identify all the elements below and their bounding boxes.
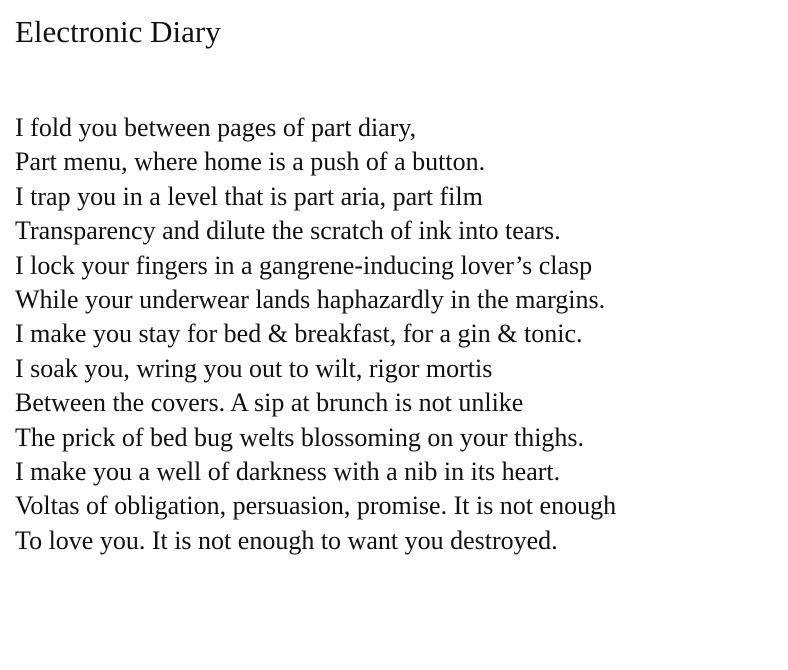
poem-line: Transparency and dilute the scratch of ink into tears.: [15, 216, 561, 246]
poem-line: Between the covers. A sip at brunch is not unlike: [15, 388, 524, 418]
poem-line: Part menu, where home is a push of a button.: [15, 147, 486, 177]
poem-title: Electronic Diary: [15, 14, 221, 49]
poem-line: To love you. It is not enough to want you destroyed.: [15, 525, 558, 555]
poem-line: The prick of bed bug welts blossoming on your thighs.: [15, 422, 585, 452]
poem-line: Voltas of obligation, persuasion, promise. It is not enough: [15, 491, 617, 521]
poem-body: [15, 111, 616, 558]
poem-line: I trap you in a level that is part aria, part film: [15, 181, 483, 211]
poem-line: I make you a well of darkness with a nib in its heart.: [15, 457, 561, 487]
poem-line: I make you stay for bed & breakfast, for a gin & tonic.: [15, 319, 583, 349]
poem-line: While your underwear lands haphazardly in the margins.: [15, 285, 606, 315]
poem-line: I soak you, wring you out to wilt, rigor mortis: [15, 353, 493, 383]
poem-line: I fold you between pages of part diary,: [15, 113, 417, 142]
poem-line: I lock your fingers in a gangrene-inducing lover’s clasp: [15, 250, 593, 280]
